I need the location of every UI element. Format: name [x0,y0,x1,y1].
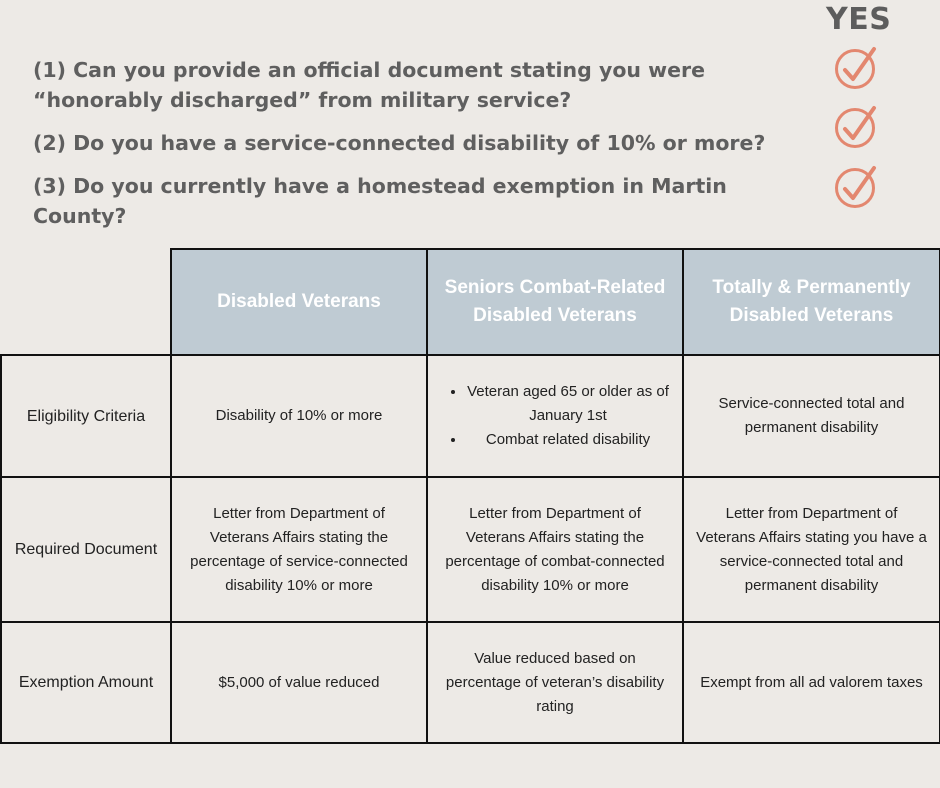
table-corner [1,249,171,355]
table-cell: Letter from Department of Veterans Affairs stating you have a service-connected total and permanent disability [683,477,940,622]
question-1: (1) Can you provide an official document stating you were “honorably discharged” from military service? [33,58,705,112]
table-row [1,622,940,743]
row-header-required-document: Required Document [1,477,171,622]
table-cell [427,355,683,477]
checkmark-circle-icon [833,104,879,150]
checkmark-circle-icon [833,164,879,210]
table-header-row [1,249,940,355]
question-3: (3) Do you currently have a homestead exemption in Martin County? [33,174,727,228]
table-cell: Letter from Department of Veterans Affairs stating the percentage of combat-connected disability 10% or more [427,477,683,622]
exemption-comparison-table [0,248,940,744]
table-cell: Exempt from all ad valorem taxes [683,622,940,743]
table-cell: Disability of 10% or more [171,355,427,477]
table-cell: Letter from Department of Veterans Affairs stating the percentage of service-connected disability 10% or more [171,477,427,622]
row-header-eligibility: Eligibility Criteria [1,355,171,477]
table-row [1,355,940,477]
checkmark-circle-icon [833,45,879,91]
list-item: • Veteran aged 65 or older as of January 1st [466,380,670,428]
list-item: • Combat related disability [466,428,670,452]
column-header-seniors-combat: Seniors Combat-Related Disabled Veterans [427,249,683,355]
column-header-totally-permanently: Totally & Permanently Disabled Veterans [683,249,940,355]
table-row [1,477,940,622]
table-cell: Value reduced based on percentage of veteran’s disability rating [427,622,683,743]
question-2: (2) Do you have a service-connected disability of 10% or more? [33,131,766,155]
table-cell: Service-connected total and permanent disability [683,355,940,477]
row-header-exemption-amount: Exemption Amount [1,622,171,743]
column-header-disabled-veterans: Disabled Veterans [171,249,427,355]
yes-column-header: YES [826,2,892,37]
bullet-list [440,380,670,452]
table-cell: $5,000 of value reduced [171,622,427,743]
